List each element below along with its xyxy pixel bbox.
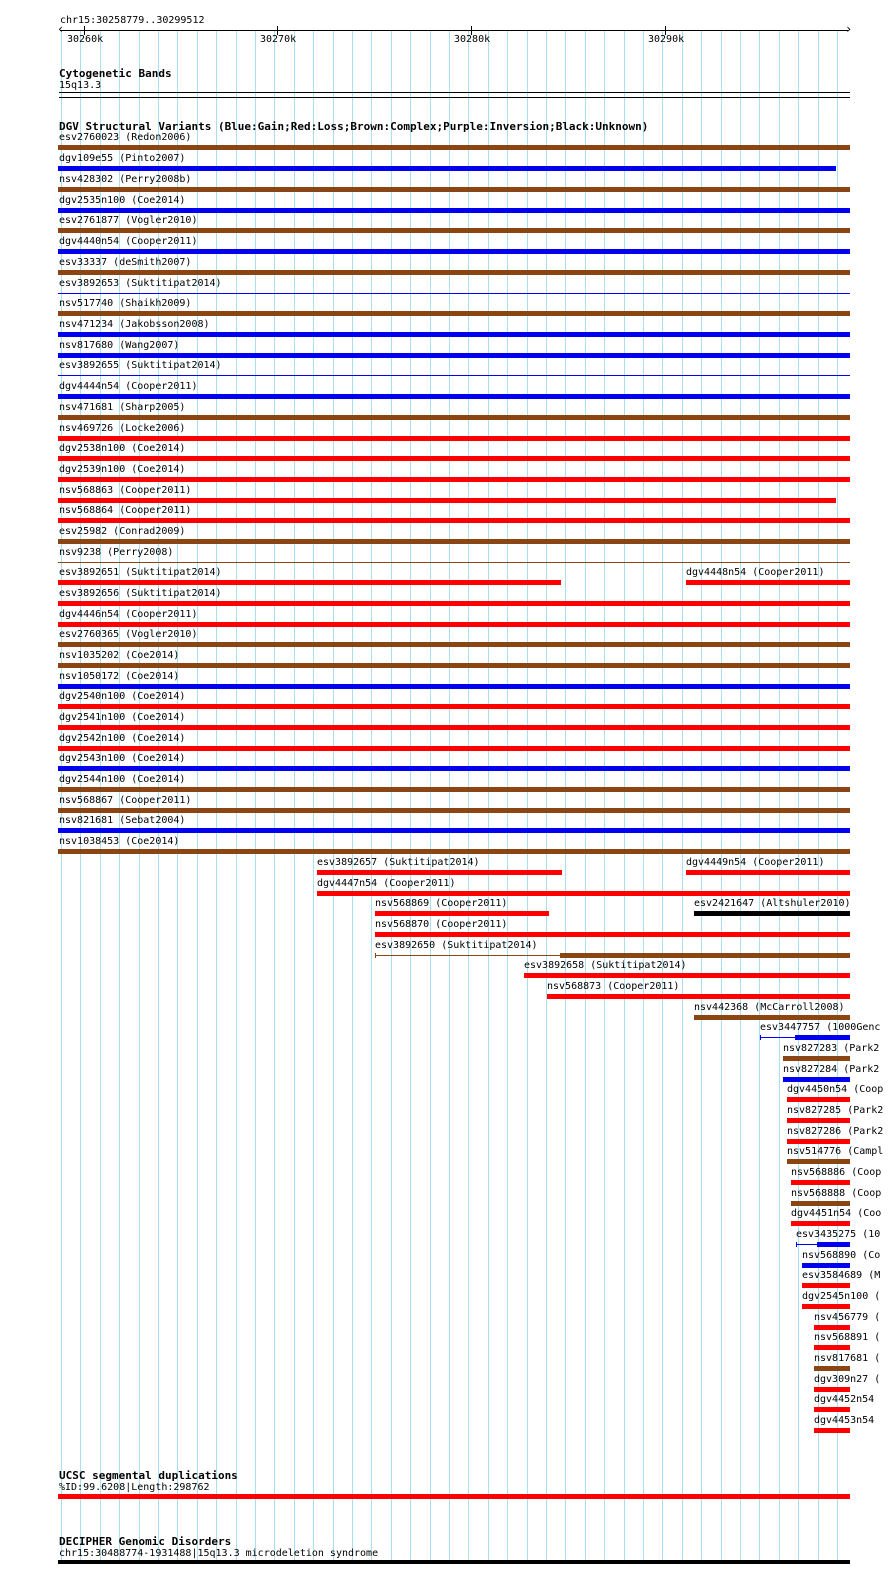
- sv-feature-bar[interactable]: [802, 1304, 850, 1309]
- sv-feature-label[interactable]: dgv2539n100 (Coe2014): [59, 464, 186, 475]
- sv-feature-label[interactable]: esv2760365 (Vogler2010): [59, 629, 198, 640]
- ruler-axis: [60, 30, 848, 31]
- sv-feature-bar[interactable]: [58, 725, 850, 730]
- sv-feature-bar[interactable]: [58, 787, 850, 792]
- sv-feature-label[interactable]: nsv517740 (Shaikh2009): [59, 298, 192, 309]
- sv-feature-label[interactable]: dgv309n27 (: [814, 1374, 881, 1385]
- sv-feature-label[interactable]: dgv4444n54 (Cooper2011): [59, 381, 198, 392]
- sv-feature-label[interactable]: nsv568869 (Cooper2011): [375, 898, 508, 909]
- sv-feature-bar[interactable]: [686, 580, 850, 585]
- sv-feature-label[interactable]: nsv568870 (Cooper2011): [375, 919, 508, 930]
- grid-line: [488, 30, 489, 1563]
- grid-line: [255, 30, 256, 1563]
- sv-feature-label[interactable]: nsv442368 (McCarroll2008): [694, 1002, 845, 1013]
- sv-feature-start-tick: [375, 953, 376, 958]
- sv-feature-bar[interactable]: [795, 1035, 850, 1040]
- sv-feature-label[interactable]: nsv827286 (Park2: [787, 1126, 884, 1137]
- sv-feature-bar[interactable]: [787, 1159, 850, 1164]
- sv-feature-bar[interactable]: [375, 911, 549, 916]
- sv-feature-label[interactable]: dgv4440n54 (Cooper2011): [59, 236, 198, 247]
- sv-feature-bar[interactable]: [58, 766, 850, 771]
- sv-feature-label[interactable]: nsv821681 (Sebat2004): [59, 815, 186, 826]
- grid-line: [449, 30, 450, 1563]
- sv-feature-label[interactable]: dgv4450n54 (Coop: [787, 1084, 884, 1095]
- grid-line: [779, 30, 780, 1563]
- sv-feature-label[interactable]: dgv4453n54: [814, 1415, 875, 1426]
- sv-feature-label[interactable]: esv2421647 (Altshuler2010): [694, 898, 851, 909]
- grid-line: [333, 30, 334, 1563]
- segdup-feature-bar[interactable]: [58, 1494, 850, 1499]
- segdup-feature-label[interactable]: %ID:99.6208|Length:298762: [59, 1482, 210, 1493]
- sv-feature-label[interactable]: nsv469726 (Locke2006): [59, 423, 186, 434]
- sv-feature-bar[interactable]: [817, 1242, 850, 1247]
- ruler-tick-label: 30260k: [67, 34, 104, 45]
- segdup-track-title: UCSC segmental duplications: [59, 1469, 238, 1482]
- sv-feature-bar[interactable]: [814, 1345, 850, 1350]
- decipher-feature-label[interactable]: chr15:30488774-1931488|15q13.3 microdeletion syndrome: [59, 1548, 379, 1559]
- cytoband-track-title: Cytogenetic Bands: [59, 67, 172, 80]
- sv-feature-label[interactable]: dgv2541n100 (Coe2014): [59, 712, 186, 723]
- grid-line: [740, 30, 741, 1563]
- grid-line: [682, 30, 683, 1563]
- grid-line: [798, 30, 799, 1563]
- sv-feature-label[interactable]: dgv2535n100 (Coe2014): [59, 195, 186, 206]
- sv-feature-label[interactable]: esv3892658 (Suktitipat2014): [524, 960, 687, 971]
- sv-feature-bar[interactable]: [58, 601, 850, 606]
- sv-feature-bar[interactable]: [787, 1118, 850, 1123]
- grid-line: [274, 30, 275, 1563]
- sv-feature-label[interactable]: dgv4446n54 (Cooper2011): [59, 609, 198, 620]
- sv-feature-label[interactable]: dgv4447n54 (Cooper2011): [317, 878, 456, 889]
- sv-feature-label[interactable]: dgv2540n100 (Coe2014): [59, 691, 186, 702]
- grid-line: [604, 30, 605, 1563]
- sv-feature-label[interactable]: esv3892655 (Suktitipat2014): [59, 360, 222, 371]
- sv-feature-label[interactable]: nsv817681 (: [814, 1353, 881, 1364]
- sv-feature-bar[interactable]: [814, 1407, 850, 1412]
- sv-feature-label[interactable]: dgv2543n100 (Coe2014): [59, 753, 186, 764]
- sv-feature-label[interactable]: dgv4449n54 (Cooper2011): [686, 857, 825, 868]
- sv-feature-label[interactable]: nsv1035202 (Coe2014): [59, 650, 180, 661]
- sv-feature-bar[interactable]: [58, 562, 850, 563]
- sv-feature-bar[interactable]: [58, 353, 850, 358]
- sv-feature-label[interactable]: nsv568867 (Cooper2011): [59, 795, 192, 806]
- sv-feature-bar[interactable]: [814, 1387, 850, 1392]
- grid-line: [216, 30, 217, 1563]
- sv-feature-bar[interactable]: [58, 663, 850, 668]
- region-label: chr15:30258779..30299512: [60, 15, 205, 26]
- sv-feature-bar[interactable]: [787, 1139, 850, 1144]
- scroll-left-icon[interactable]: ‹: [57, 22, 65, 36]
- sv-feature-bar[interactable]: [58, 642, 850, 647]
- sv-feature-bar[interactable]: [802, 1263, 850, 1268]
- grid-line: [701, 30, 702, 1563]
- sv-feature-label[interactable]: nsv827285 (Park2: [787, 1105, 884, 1116]
- sv-feature-bar[interactable]: [58, 311, 850, 316]
- sv-feature-bar[interactable]: [58, 166, 836, 171]
- sv-feature-bar[interactable]: [58, 293, 850, 294]
- sv-feature-bar[interactable]: [560, 953, 850, 958]
- ruler-tick-label: 30270k: [260, 34, 297, 45]
- sv-feature-label[interactable]: nsv568864 (Cooper2011): [59, 505, 192, 516]
- sv-feature-label[interactable]: esv2761877 (Vogler2010): [59, 215, 198, 226]
- sv-feature-bar[interactable]: [58, 828, 850, 833]
- cytoband-line-top: [59, 92, 850, 93]
- grid-line: [430, 30, 431, 1563]
- sv-feature-label[interactable]: nsv471681 (Sharp2005): [59, 402, 186, 413]
- grid-line: [468, 30, 469, 1563]
- grid-line: [294, 30, 295, 1563]
- sv-feature-bar[interactable]: [58, 684, 850, 689]
- sv-feature-bar[interactable]: [783, 1056, 850, 1061]
- sv-feature-label[interactable]: nsv9238 (Perry2008): [59, 547, 174, 558]
- sv-feature-bar[interactable]: [58, 270, 850, 275]
- sv-feature-label[interactable]: nsv568873 (Cooper2011): [547, 981, 680, 992]
- sv-feature-label[interactable]: esv3892657 (Suktitipat2014): [317, 857, 480, 868]
- sv-feature-bar[interactable]: [58, 332, 850, 337]
- grid-line: [313, 30, 314, 1563]
- grid-line: [391, 30, 392, 1563]
- sv-feature-bar[interactable]: [58, 539, 850, 544]
- sv-feature-label[interactable]: nsv1038453 (Coe2014): [59, 836, 180, 847]
- grid-line: [624, 30, 625, 1563]
- sv-feature-label[interactable]: dgv4452n54: [814, 1394, 875, 1405]
- sv-feature-start-tick: [760, 1035, 761, 1040]
- grid-line: [759, 30, 760, 1563]
- sv-feature-bar[interactable]: [791, 1201, 850, 1206]
- sv-feature-bar[interactable]: [791, 1221, 850, 1226]
- grid-line: [527, 30, 528, 1563]
- sv-feature-bar[interactable]: [814, 1428, 850, 1433]
- sv-feature-bar[interactable]: [58, 518, 850, 523]
- sv-feature-label[interactable]: esv3892651 (Suktitipat2014): [59, 567, 222, 578]
- ruler-tick-label: 30290k: [648, 34, 685, 45]
- scroll-right-icon[interactable]: ›: [845, 22, 853, 36]
- grid-line: [662, 30, 663, 1563]
- sv-feature-bar[interactable]: [783, 1077, 850, 1082]
- sv-feature-bar[interactable]: [547, 994, 850, 999]
- sv-feature-bar[interactable]: [58, 436, 850, 441]
- cytoband-label: 15q13.3: [59, 80, 102, 91]
- sv-feature-label[interactable]: dgv2544n100 (Coe2014): [59, 774, 186, 785]
- sv-feature-bar[interactable]: [791, 1180, 850, 1185]
- sv-feature-bar[interactable]: [58, 477, 850, 482]
- sv-feature-bar[interactable]: [375, 932, 850, 937]
- sv-feature-label[interactable]: esv2760023 (Redon2006): [59, 132, 192, 143]
- sv-feature-bar[interactable]: [58, 704, 850, 709]
- cytoband-line-bottom: [59, 97, 850, 98]
- sv-feature-bar[interactable]: [58, 145, 850, 150]
- sv-feature-bar[interactable]: [58, 456, 850, 461]
- sv-feature-label[interactable]: nsv428302 (Perry2008b): [59, 174, 192, 185]
- sv-feature-label[interactable]: nsv568886 (Coop: [791, 1167, 882, 1178]
- sv-feature-bar[interactable]: [58, 622, 850, 627]
- sv-feature-bar[interactable]: [524, 973, 850, 978]
- sv-feature-start-tick: [796, 1242, 797, 1247]
- sv-feature-label[interactable]: esv33337 (deSmith2007): [59, 257, 192, 268]
- sv-feature-label[interactable]: dgv2545n100 (: [802, 1291, 881, 1302]
- grid-line: [546, 30, 547, 1563]
- grid-line: [507, 30, 508, 1563]
- sv-feature-bar[interactable]: [802, 1283, 850, 1288]
- grid-line: [410, 30, 411, 1563]
- sv-feature-bar[interactable]: [58, 394, 850, 399]
- sv-feature-label[interactable]: dgv109e55 (Pinto2007): [59, 153, 186, 164]
- sv-feature-label[interactable]: nsv568863 (Cooper2011): [59, 485, 192, 496]
- sv-feature-bar[interactable]: [58, 208, 850, 213]
- sv-feature-bar[interactable]: [58, 187, 850, 192]
- sv-feature-bar[interactable]: [787, 1097, 850, 1102]
- grid-line: [371, 30, 372, 1563]
- grid-line: [197, 30, 198, 1563]
- sv-feature-bar[interactable]: [814, 1325, 850, 1330]
- sv-feature-label[interactable]: nsv514776 (Campl: [787, 1146, 884, 1157]
- sv-feature-label[interactable]: nsv568890 (Co: [802, 1250, 881, 1261]
- sv-feature-bar[interactable]: [317, 870, 562, 875]
- sv-feature-bar[interactable]: [58, 249, 850, 254]
- sv-feature-bar[interactable]: [58, 228, 850, 233]
- sv-feature-label[interactable]: nsv471234 (Jakobsson2008): [59, 319, 210, 330]
- grid-line: [565, 30, 566, 1563]
- sv-feature-label[interactable]: esv3892650 (Suktitipat2014): [375, 940, 538, 951]
- grid-line: [352, 30, 353, 1563]
- sv-feature-label[interactable]: nsv817680 (Wang2007): [59, 340, 180, 351]
- sv-feature-label[interactable]: nsv827284 (Park2: [783, 1064, 880, 1075]
- sv-feature-bar[interactable]: [58, 746, 850, 751]
- sv-feature-label[interactable]: esv3892656 (Suktitipat2014): [59, 588, 222, 599]
- sv-feature-label[interactable]: esv3435275 (10: [796, 1229, 881, 1240]
- grid-line: [721, 30, 722, 1563]
- sv-feature-label[interactable]: esv3447757 (1000Genc: [760, 1022, 881, 1033]
- sv-feature-bar[interactable]: [317, 891, 850, 896]
- sv-feature-label[interactable]: nsv568888 (Coop: [791, 1188, 882, 1199]
- dgv-track-title: DGV Structural Variants (Blue:Gain;Red:Loss;Brown:Complex;Purple:Inversion;Black:Unknown): [59, 120, 649, 133]
- sv-feature-bar[interactable]: [58, 580, 561, 585]
- sv-feature-label[interactable]: nsv1050172 (Coe2014): [59, 671, 180, 682]
- grid-line: [643, 30, 644, 1563]
- sv-feature-label[interactable]: dgv2538n100 (Coe2014): [59, 443, 186, 454]
- grid-line: [236, 30, 237, 1563]
- sv-feature-label[interactable]: esv3584689 (M: [802, 1270, 881, 1281]
- sv-feature-bar[interactable]: [814, 1366, 850, 1371]
- decipher-feature-bar[interactable]: [58, 1560, 850, 1564]
- sv-feature-bar[interactable]: [58, 849, 850, 854]
- decipher-track-title: DECIPHER Genomic Disorders: [59, 1535, 232, 1548]
- sv-feature-label[interactable]: esv3892653 (Suktitipat2014): [59, 278, 222, 289]
- sv-feature-bar[interactable]: [58, 808, 850, 813]
- sv-feature-label[interactable]: dgv4451n54 (Coo: [791, 1208, 882, 1219]
- sv-feature-label[interactable]: dgv4448n54 (Cooper2011): [686, 567, 825, 578]
- sv-feature-label[interactable]: dgv2542n100 (Coe2014): [59, 733, 186, 744]
- sv-feature-bar[interactable]: [694, 1015, 850, 1020]
- sv-feature-bar[interactable]: [686, 870, 850, 875]
- sv-feature-bar[interactable]: [58, 415, 850, 420]
- sv-feature-label[interactable]: nsv456779 (: [814, 1312, 881, 1323]
- sv-feature-label[interactable]: esv25982 (Conrad2009): [59, 526, 186, 537]
- sv-feature-label[interactable]: nsv568891 (: [814, 1332, 881, 1343]
- grid-line: [585, 30, 586, 1563]
- sv-feature-label[interactable]: nsv827283 (Park2: [783, 1043, 880, 1054]
- sv-feature-bar[interactable]: [58, 375, 850, 376]
- sv-feature-bar[interactable]: [58, 498, 836, 503]
- sv-feature-bar[interactable]: [694, 911, 850, 916]
- ruler-tick-label: 30280k: [454, 34, 491, 45]
